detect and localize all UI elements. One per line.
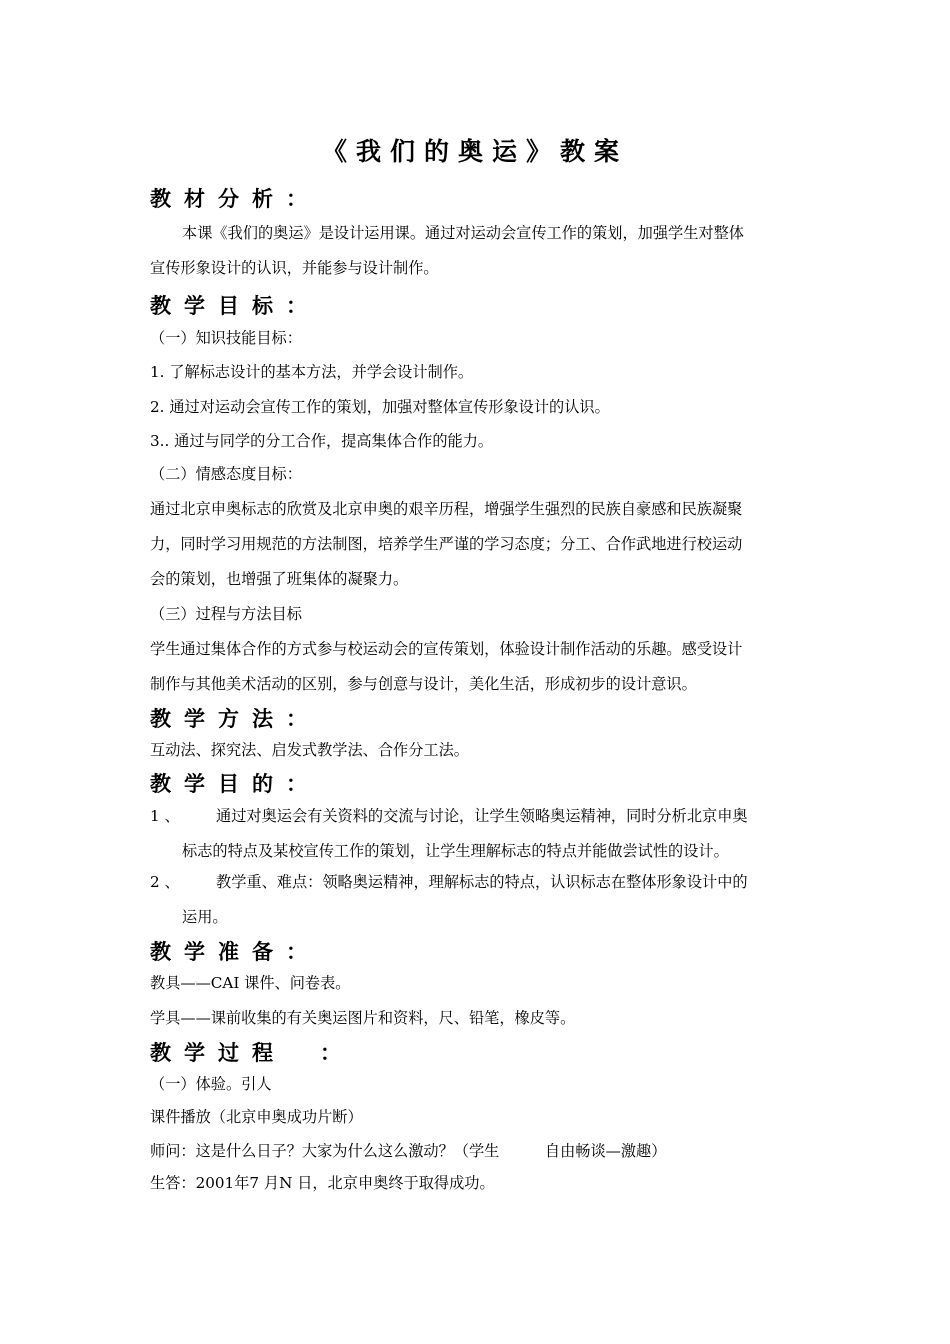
purpose-item-1-line-2: 标志的特点及某校宣传工作的策划，让学生理解标志的特点并能做尝试性的设计。 [182,842,729,860]
purpose-item-1-line-1: 通过对奥运会有关资料的交流与讨论，让学生领略奥运精神，同时分析北京申奥 [216,807,748,825]
heading-procedure: 教学过程 ： [150,1041,354,1065]
heading-prep: 教学准备： [150,940,320,964]
knowledge-item-1: 1. 了解标志设计的基本方法，并学会设计制作。 [150,363,474,381]
heading-goals: 教学目标： [150,294,320,318]
emotion-line-3: 会的策划，也增强了班集体的凝聚力。 [150,570,409,588]
procedure-line-2: 课件播放（北京申奥成功片断） [150,1108,363,1126]
prep-line-1: 教具——CAI 课件、问卷表。 [150,974,351,992]
procedure-line-1: （一）体验。引人 [150,1075,272,1093]
heading-method: 教学方法： [150,707,320,731]
heading-analysis: 教材分析： [150,187,320,211]
knowledge-item-2: 2. 通过对运动会宣传工作的策划，加强对整体宣传形象设计的认识。 [150,398,610,416]
purpose-item-2-number: 2 、 [150,873,180,891]
process-title: （三）过程与方法目标 [150,605,302,623]
heading-purpose: 教学目的： [150,772,320,796]
knowledge-title: （一）知识技能目标： [150,329,302,347]
method-text: 互动法、探究法、启发式教学法、合作分工法。 [150,741,469,759]
prep-line-2: 学具——课前收集的有关奥运图片和资料，尺、铅笔，橡皮等。 [150,1009,576,1027]
purpose-item-2-line-1: 教学重、难点：领略奥运精神，理解标志的特点，认识标志在整体形象设计中的 [216,873,748,891]
process-line-1: 学生通过集体合作的方式参与校运动会的宣传策划，体验设计制作活动的乐趣。感受设计 [150,640,743,658]
process-line-2: 制作与其他美术活动的区别，参与创意与设计，美化生活，形成初步的设计意识。 [150,675,697,693]
analysis-line-2: 宣传形象设计的认识，并能参与设计制作。 [150,259,439,277]
procedure-line-3: 师问：这是什么日子？大家为什么这么激动？（学生 自由畅谈—激趣） [150,1142,667,1160]
emotion-line-1: 通过北京申奥标志的欣赏及北京申奥的艰辛历程，增强学生强烈的民族自豪感和民族凝聚 [150,500,743,518]
procedure-line-4: 生答：2001年7 月N 日，北京申奥终于取得成功。 [150,1174,495,1192]
analysis-line-1: 本课《我们的奥运》是设计运用课。通过对运动会宣传工作的策划，加强学生对整体 [182,224,744,242]
document-title: 《我们的奥运》教案 [321,137,628,166]
emotion-line-2: 力，同时学习用规范的方法制图，培养学生严谨的学习态度；分工、合作武地进行校运动 [150,535,743,553]
purpose-item-2-line-2: 运用。 [182,908,228,926]
purpose-item-1-number: 1 、 [150,807,180,825]
knowledge-item-3: 3.. 通过与同学的分工合作，提高集体合作的能力。 [150,432,494,450]
emotion-title: （二）情感态度目标： [150,465,302,483]
